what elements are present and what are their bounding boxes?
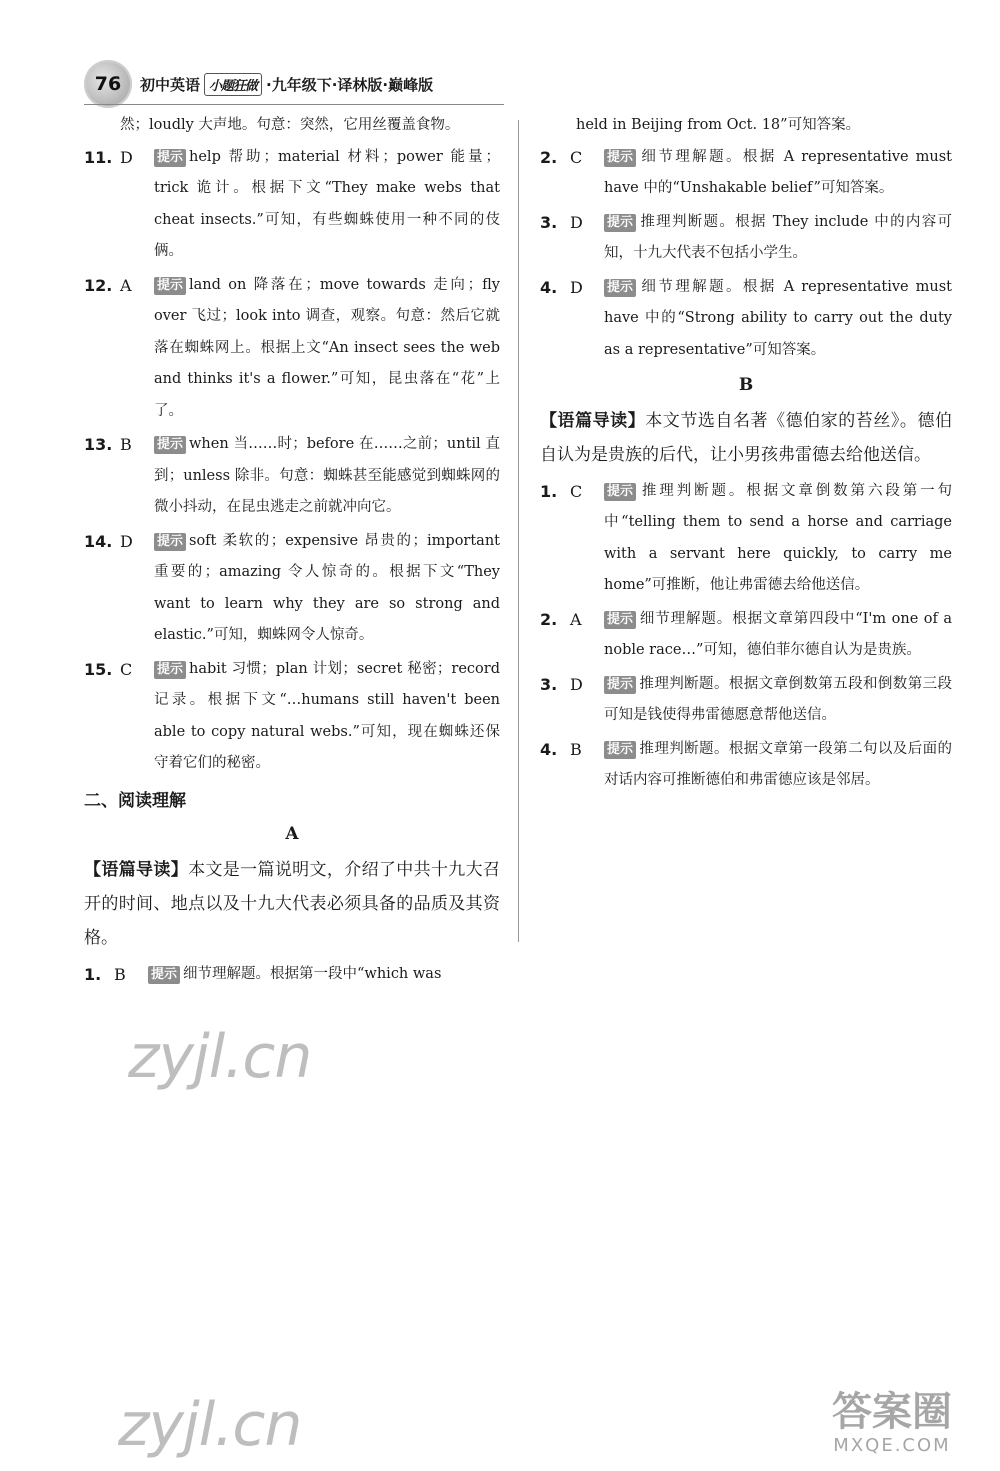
item-number: 3. (540, 674, 558, 694)
answer-item-b2 (540, 604, 952, 667)
item-answer: A (120, 275, 132, 295)
item-explanation: soft 柔软的；expensive 昂贵的；important 重要的；amazing 令人惊奇的。根据下文“They want to learn why they are so strong and elastic.”可知，蜘蛛网令人惊奇。 (154, 532, 500, 643)
item-explanation: 细节理解题。根据文章第四段中“I'm one of a noble race…”可知，德伯菲尔德自认为是贵族。 (604, 610, 952, 658)
tip-label: 提示 (604, 149, 636, 167)
section-title: 二、阅读理解 (84, 790, 186, 811)
item-answer: D (120, 147, 133, 167)
item-explanation: habit 习惯；plan 计划；secret 秘密；record 记录。根据下文“…humans still haven't been able to copy natural webs.”可知，现在蜘蛛还保守着它们的秘密。 (154, 660, 500, 771)
item-answer: D (120, 531, 133, 551)
item-explanation: 推理判断题。根据文章第一段第二句以及后面的对话内容可推断德伯和弗雷德应该是邻居。 (604, 740, 952, 788)
item-explanation: when 当……时；before 在……之前；until 直到；unless 除非。句意：蜘蛛甚至能感觉到蜘蛛网的微小抖动，在昆虫逃走之前就冲向它。 (154, 436, 500, 515)
tip-label: 提示 (604, 214, 636, 232)
answer-item-a4 (540, 272, 952, 367)
item-number: 2. (540, 609, 558, 629)
answer-item-a1 (84, 959, 500, 991)
answer-item-a2 (540, 142, 952, 205)
grade-label: ·九年级下·译林版·巅峰版 (266, 75, 434, 94)
answer-item-b1 (540, 476, 952, 602)
item-explanation: land on 降落在；move towards 走向；fly over 飞过；look into 调查，观察。句意：然后它就落在蜘蛛网上。根据上文“An insect sees the web and thinks it's a flower.”可知，昆虫落在“花”上了。 (154, 276, 500, 419)
part-a-heading: A (285, 824, 299, 844)
intro-tag: 【语篇导读】 (540, 410, 646, 431)
item-explanation: help 帮助；material 材料；power 能量；trick 诡计。根据下文“They make webs that cheat insects.”可知，有些蜘蛛使用一种不同的伎俩。 (154, 148, 500, 259)
item-answer: D (570, 674, 583, 694)
tip-label: 提示 (154, 149, 186, 167)
column-divider (518, 120, 519, 942)
answer-item-b3 (540, 669, 952, 732)
page-number: 76 (84, 60, 132, 108)
answer-item-15 (84, 654, 500, 780)
item-number: 1. (540, 481, 558, 501)
watermark-corner-cn: 答案圈 (832, 1389, 952, 1435)
item-explanation: 细节理解题。根据 A representative must have 中的“Strong ability to carry out the duty as a representative”可知答案。 (604, 278, 952, 358)
item-explanation: 细节理解题。根据 A representative must have 中的“Unshakable belief”可知答案。 (604, 148, 952, 196)
item-number: 11. (84, 147, 113, 167)
continuation-text: held in Beijing from Oct. 18”可知答案。 (576, 117, 861, 133)
item-number: 13. (84, 435, 113, 454)
item-number: 15. (84, 659, 113, 679)
item-answer: B (120, 435, 132, 454)
continuation-text: 然；loudly 大声地。句意：突然，它用丝覆盖食物。 (120, 117, 460, 133)
item-answer: C (120, 659, 133, 679)
item-answer: B (114, 964, 126, 984)
header-divider (84, 104, 504, 105)
tip-label: 提示 (154, 436, 186, 454)
passage-intro-a (84, 853, 500, 955)
item-answer: D (570, 277, 583, 297)
part-b-heading: B (738, 375, 754, 395)
answer-item-b4 (540, 734, 952, 797)
tip-label: 提示 (154, 277, 186, 295)
item-answer: D (570, 212, 583, 232)
answer-item-14 (84, 526, 500, 652)
item-number: 4. (540, 739, 558, 759)
answer-item-11 (84, 142, 500, 268)
passage-intro-b (540, 404, 952, 472)
tip-label: 提示 (154, 533, 186, 551)
tip-label: 提示 (604, 611, 636, 629)
watermark-corner (802, 1389, 982, 1461)
watermark-corner-en: MXQE.COM (833, 1435, 951, 1456)
watermark-mid: zyjl.cn (128, 1022, 312, 1092)
item-number: 2. (540, 147, 558, 167)
intro-text: 本文是一篇说明文，介绍了中共十九大召开的时间、地点以及十九大代表必须具备的品质及其资格。 (84, 859, 501, 948)
item-number: 4. (540, 277, 558, 297)
item-answer: C (570, 147, 583, 167)
item-answer: B (570, 739, 582, 759)
tip-label: 提示 (604, 741, 636, 759)
answer-item-12 (84, 270, 500, 428)
tip-label: 提示 (604, 483, 636, 501)
watermark-bottom: zyjl.cn (118, 1390, 302, 1460)
item-explanation: 细节理解题。根据第一段中“which was (183, 965, 442, 982)
intro-tag: 【语篇导读】 (84, 859, 189, 880)
answer-item-13 (84, 429, 500, 524)
tip-label: 提示 (604, 676, 636, 694)
page-header (84, 58, 564, 110)
left-column (84, 110, 500, 992)
item-number: 12. (84, 275, 113, 295)
item-explanation: 推理判断题。根据文章倒数第五段和倒数第三段可知是钱使得弗雷德愿意帮他送信。 (604, 675, 952, 723)
subject-label: 初中英语 (140, 75, 201, 94)
item-explanation: 推理判断题。根据文章倒数第六段第一句中“telling them to send a horse and carriage with a servant here quickly, to carry me home”可推断，他让弗雷德去给他送信。 (604, 482, 952, 593)
tip-label: 提示 (604, 279, 636, 297)
tip-label: 提示 (154, 661, 186, 679)
intro-text: 本文节选自名著《德伯家的苔丝》。德伯自认为是贵族的后代，让小男孩弗雷德去给他送信。 (540, 410, 953, 465)
right-column (540, 110, 952, 799)
item-number: 3. (540, 212, 558, 232)
item-explanation: 推理判断题。根据 They include 中的内容可知，十九大代表不包括小学生。 (604, 213, 952, 261)
item-number: 1. (84, 964, 102, 984)
item-answer: A (570, 609, 582, 629)
item-answer: C (570, 481, 583, 501)
answer-item-a3 (540, 207, 952, 270)
item-number: 14. (84, 531, 113, 551)
tip-label: 提示 (148, 966, 180, 984)
brand-logo: 小题狂做 (204, 73, 262, 96)
